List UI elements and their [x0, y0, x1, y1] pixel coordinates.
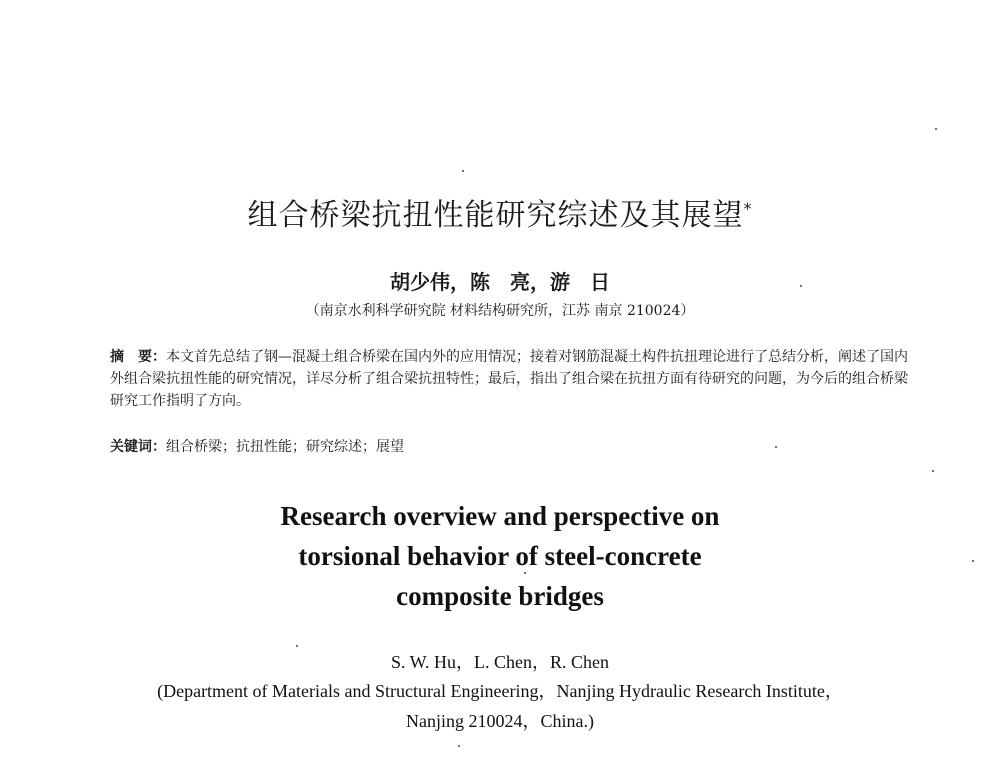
chinese-abstract: [110, 346, 910, 412]
scan-speck: [935, 128, 937, 130]
chinese-title: [0, 190, 1000, 234]
scan-speck: [296, 645, 298, 647]
title-footnote-mark: *: [743, 199, 753, 218]
english-affiliation-line-1: (Department of Materials and Structural Engineering，Nanjing Hydraulic Research Institute，: [157, 681, 843, 701]
english-affiliation-line-2: Nanjing 210024，China.): [406, 711, 594, 731]
chinese-authors: 胡少伟，陈 亮，游 日: [390, 270, 610, 294]
scan-speck: [462, 170, 464, 172]
english-authors: S. W. Hu，L. Chen，R. Chen: [390, 652, 609, 672]
chinese-affiliation: （南京水利科学研究院 材料结构研究所，江苏 南京 210024）: [305, 303, 695, 319]
english-title-line-2: torsional behavior of steel-concrete: [298, 541, 702, 571]
english-affiliation: [0, 676, 1000, 736]
chinese-keywords: [110, 436, 910, 458]
english-title: [0, 496, 1000, 616]
abstract-text: 本文首先总结了钢—混凝土组合桥梁在国内外的应用情况；接着对钢筋混凝土构件抗扭理论进行了总结分析，阐述了国内外组合梁抗扭性能的研究情况，详尽分析了组合梁抗扭特性；最后，指出了组合梁在抗扭方面有待研究的问题，为今后的组合桥梁研究工作指明了方向。: [110, 349, 908, 409]
scan-speck: [800, 285, 802, 287]
keywords-label: 关键词：: [110, 439, 166, 455]
english-title-line-1: Research overview and perspective on: [280, 501, 720, 531]
scan-speck: [972, 560, 974, 562]
scan-speck: [932, 470, 934, 472]
scan-speck: [775, 446, 777, 448]
keywords-text: 组合桥梁；抗扭性能；研究综述；展望: [166, 439, 404, 455]
chinese-title-text: 组合桥梁抗扭性能研究综述及其展望: [247, 198, 744, 233]
abstract-label: 摘 要：: [110, 349, 166, 365]
english-title-line-3: composite bridges: [396, 581, 604, 611]
scan-speck: [458, 745, 460, 747]
scan-speck: [524, 572, 526, 574]
